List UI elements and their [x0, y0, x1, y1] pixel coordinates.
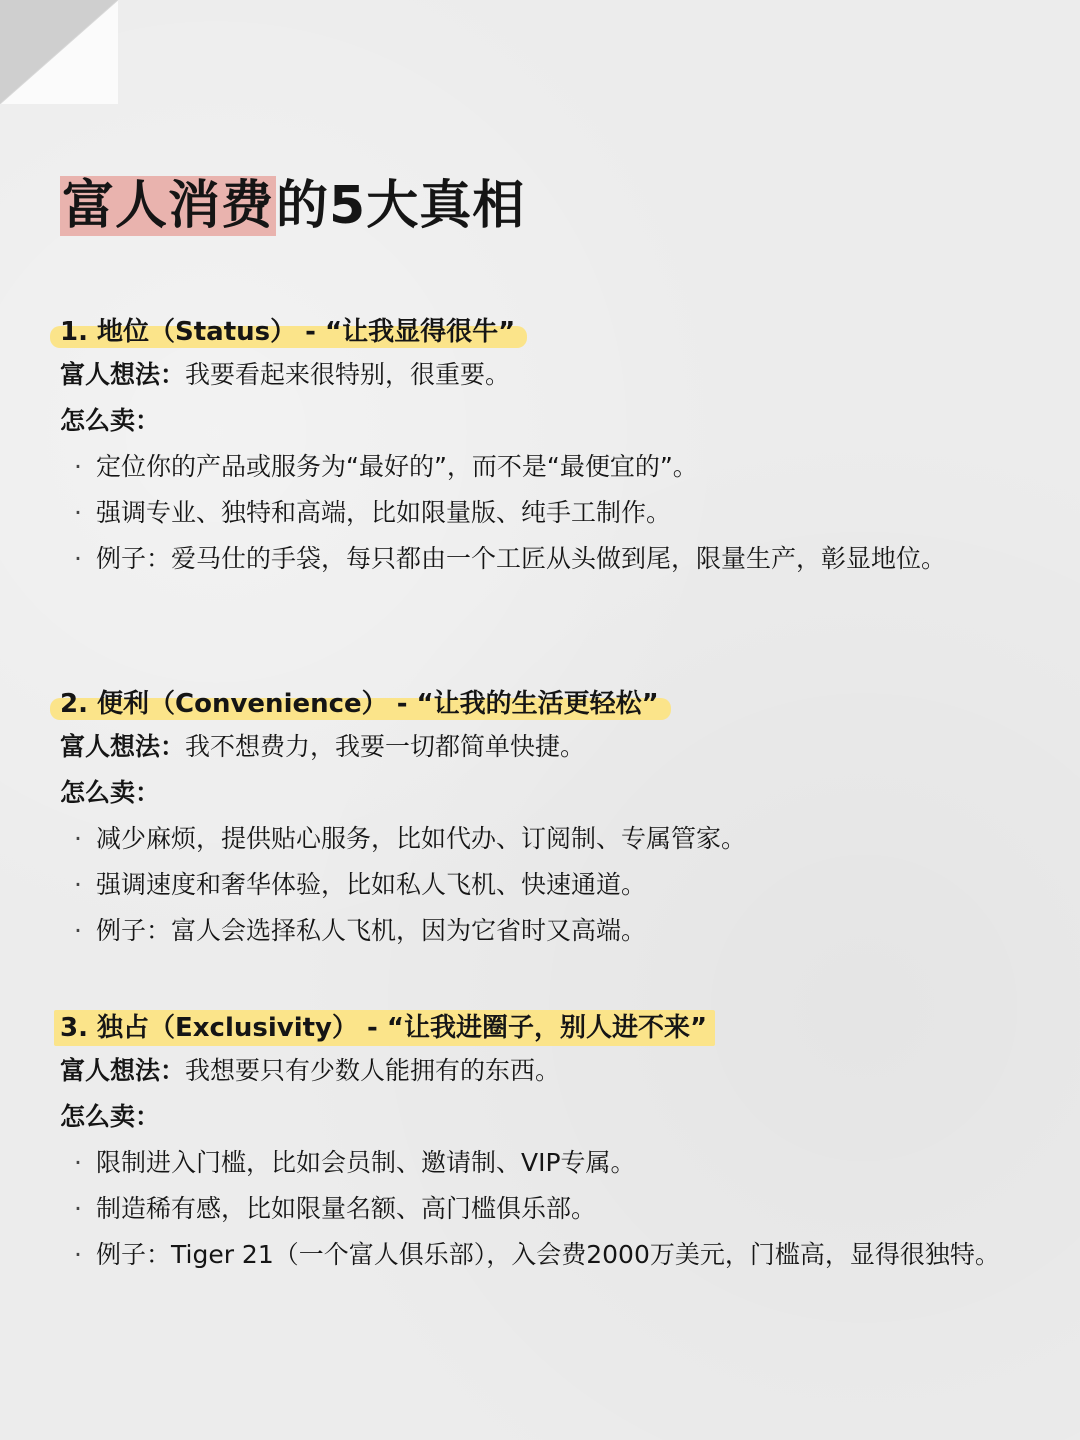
- section-heading: 1. 地位（Status） - “让我显得很牛”: [60, 312, 515, 352]
- section-heading: 3. 独占（Exclusivity） - “让我进圈子，别人进不来”: [60, 1008, 707, 1048]
- list-item: · 减少麻烦，提供贴心服务，比如代办、订阅制、专属管家。: [74, 824, 747, 853]
- how-to-sell-label: 怎么卖：: [60, 406, 161, 435]
- list-item: · 例子：爱马仕的手袋，每只都由一个工匠从头做到尾，限量生产，彰显地位。: [74, 544, 947, 573]
- rich-mind-text: 我不想费力，我要一切都简单快捷。: [185, 732, 586, 761]
- rich-mind-text: 我想要只有少数人能拥有的东西。: [185, 1056, 561, 1085]
- list-item: · 定位你的产品或服务为“最好的”，而不是“最便宜的”。: [74, 452, 698, 481]
- how-to-sell-label: 怎么卖：: [60, 1102, 161, 1131]
- rich-mind-line: [60, 352, 1020, 398]
- list-item: · 例子：Tiger 21（一个富人俱乐部），入会费2000万美元，门槛高，显得很独特。: [74, 1240, 1000, 1269]
- section-exclusivity: [60, 1008, 1020, 1278]
- page-curl-corner: [0, 0, 118, 104]
- rich-mind-text: 我要看起来很特别，很重要。: [185, 360, 511, 389]
- bullet-list: [60, 444, 1020, 582]
- bullet-list: [60, 1140, 1020, 1278]
- list-item: · 限制进入门槛，比如会员制、邀请制、VIP专属。: [74, 1148, 636, 1177]
- page-title: [60, 170, 525, 242]
- section-status: [60, 312, 1020, 582]
- bullet-list: [60, 816, 1020, 954]
- list-item: · 制造稀有感，比如限量名额、高门槛俱乐部。: [74, 1194, 597, 1223]
- title-highlight: 富人消费: [62, 176, 275, 236]
- section-heading: 2. 便利（Convenience） - “让我的生活更轻松”: [60, 684, 659, 724]
- rich-mind-line: [60, 724, 1020, 770]
- title-rest: 的5大真相: [276, 176, 526, 236]
- section-convenience: [60, 684, 1020, 954]
- rich-mind-label: 富人想法：: [60, 732, 186, 761]
- rich-mind-line: [60, 1048, 1020, 1094]
- rich-mind-label: 富人想法：: [60, 360, 186, 389]
- list-item: · 例子：富人会选择私人飞机，因为它省时又高端。: [74, 916, 647, 945]
- how-to-sell-label: 怎么卖：: [60, 778, 161, 807]
- list-item: · 强调专业、独特和高端，比如限量版、纯手工制作。: [74, 498, 672, 527]
- list-item: · 强调速度和奢华体验，比如私人飞机、快速通道。: [74, 870, 647, 899]
- rich-mind-label: 富人想法：: [60, 1056, 186, 1085]
